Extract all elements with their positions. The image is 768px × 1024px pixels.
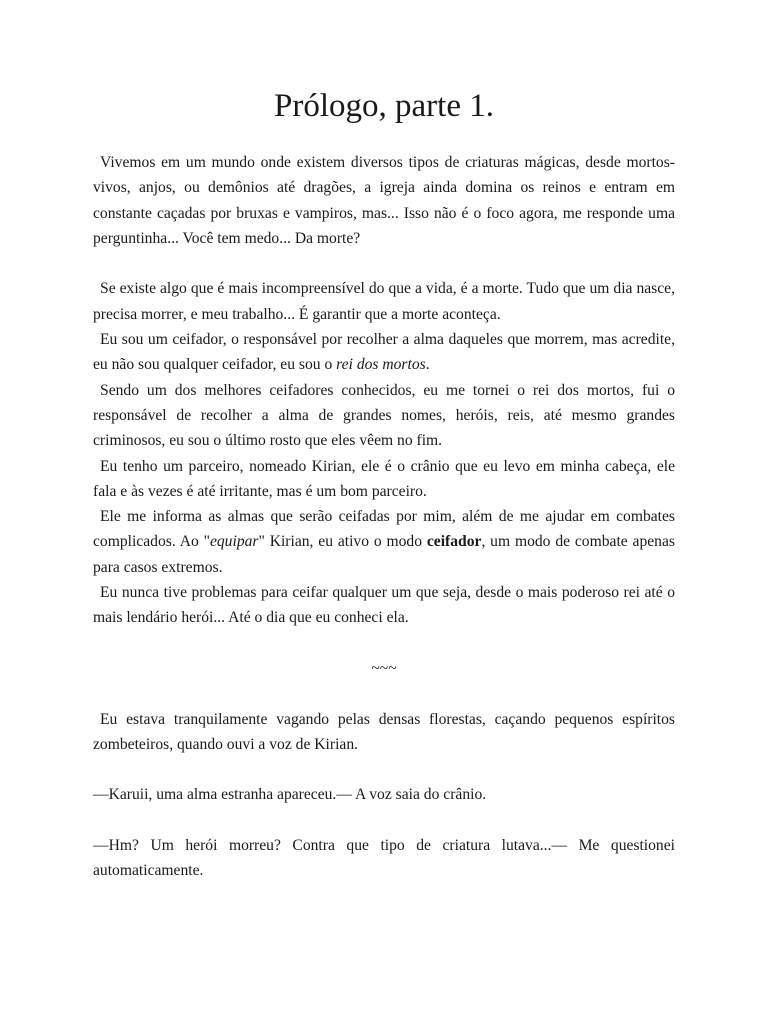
paragraph-gap bbox=[93, 681, 675, 706]
text-run: Eu sou um ceifador, o responsável por recolher a alma daqueles que morrem, mas acredite, eu não sou qualquer ceifador, eu sou o bbox=[93, 331, 675, 374]
paragraph-gap bbox=[93, 808, 675, 833]
paragraph-forest: Eu estava tranquilamente vagando pelas densas florestas, caçando pequenos espíritos zombeteiros, quando ouvi a voz de Kirian. bbox=[93, 710, 675, 753]
paragraph-equip bbox=[93, 504, 675, 580]
paragraph-death: Se existe algo que é mais incompreensível do que a vida, é a morte. Tudo que um dia nasce, precisa morrer, e meu trabalho... É garantir que a morte aconteça. bbox=[93, 280, 675, 323]
paragraph-reaper bbox=[93, 327, 675, 378]
chapter-title: Prólogo, parte 1. bbox=[274, 88, 494, 124]
chapter-body bbox=[93, 150, 675, 884]
text-run: " Kirian, eu ativo o modo bbox=[258, 533, 427, 551]
italic-text: rei dos mortos bbox=[336, 356, 426, 374]
paragraph-king: Sendo um dos melhores ceifadores conhecidos, eu me tornei o rei dos mortos, fui o responsável de recolher a alma de grandes nomes, heróis, reis, até mesmo grandes criminosos, eu sou o último rosto que eles vêem no fim. bbox=[93, 381, 675, 450]
text-run: , um modo de combate apenas para casos extremos. bbox=[93, 533, 675, 576]
paragraph-intro: Vivemos em um mundo onde existem diversos tipos de criaturas mágicas, desde mortos-vivos, anjos, ou demônios até dragões, a igreja ainda domina os reinos e entram em constante caçadas por bruxas e vampiros, mas... Isso não é o foco agora, me responde uma perguntinha... Você tem medo... Da morte? bbox=[93, 154, 675, 247]
dialogue-line: —Hm? Um herói morreu? Contra que tipo de criatura lutava...— Me questionei automaticamente. bbox=[93, 837, 675, 880]
paragraph-until: Eu nunca tive problemas para ceifar qualquer um que seja, desde o mais poderoso rei até o mais lendário herói... Até o dia que eu conheci ela. bbox=[93, 584, 675, 627]
paragraph-partner: Eu tenho um parceiro, nomeado Kirian, ele é o crânio que eu levo em minha cabeça, ele fala e às vezes é até irritante, mas é um bom parceiro. bbox=[93, 457, 675, 500]
text-run: Ele me informa as almas que serão ceifadas por mim, além de me ajudar em combates complicados. Ao " bbox=[93, 508, 675, 551]
text-run: . bbox=[425, 356, 430, 374]
bold-text: ceifador bbox=[426, 533, 482, 551]
paragraph-gap bbox=[93, 757, 675, 782]
dialogue-line: —Karuii, uma alma estranha apareceu.— A voz saia do crânio. bbox=[93, 786, 487, 804]
scene-separator: ~~~ bbox=[371, 659, 397, 677]
paragraph-gap bbox=[93, 631, 675, 656]
italic-text: equipar bbox=[209, 533, 259, 551]
paragraph-gap bbox=[93, 251, 675, 276]
